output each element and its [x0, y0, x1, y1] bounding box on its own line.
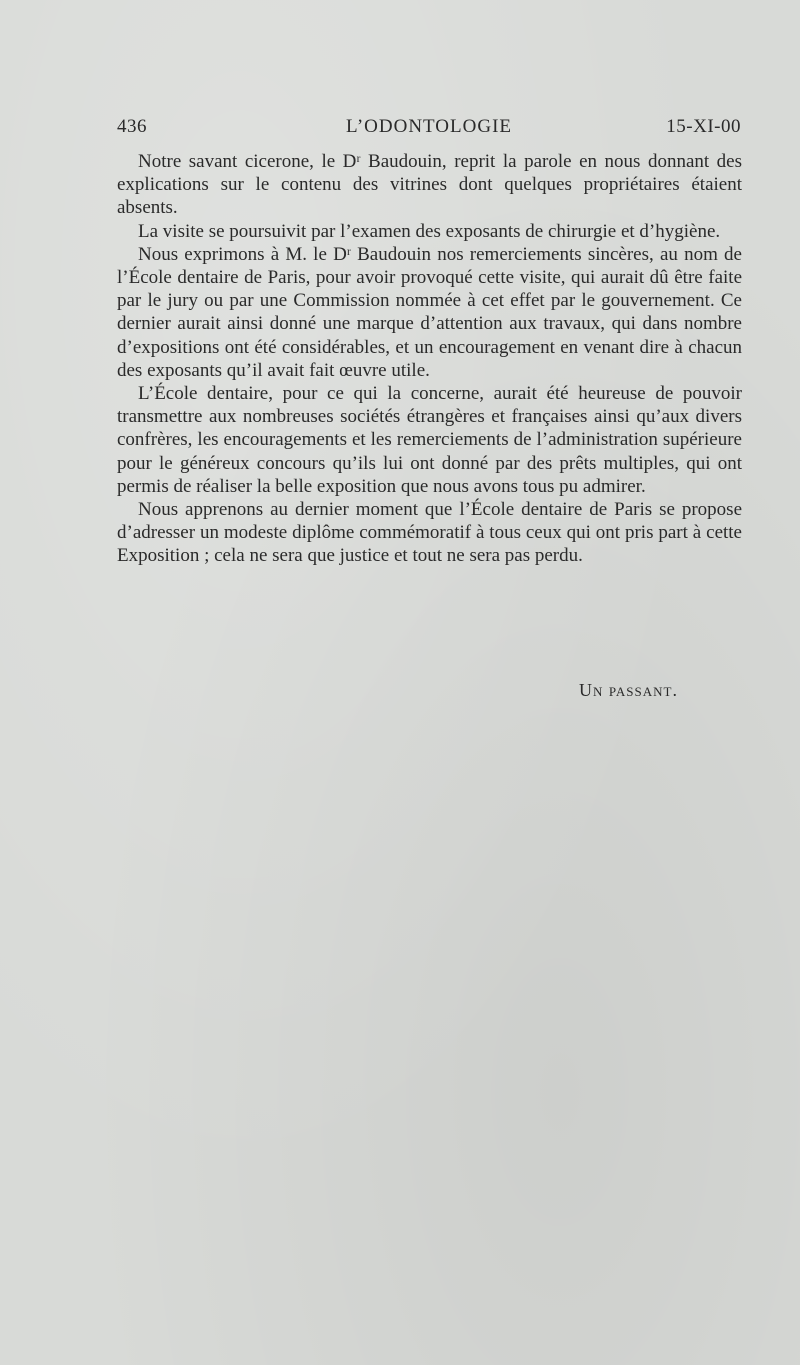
- paragraph: Nous apprenons au dernier moment que l’École dentaire de Paris se propose d’adresser un modeste diplôme commémoratif à tous ceux qui ont pris part à cette Exposition ; cela ne sera que justice et tout ne sera pas perdu.: [117, 499, 742, 567]
- article-body: [117, 150, 742, 568]
- paragraph: La visite se poursuivit par l’examen des exposants de chirurgie et d’hygiène.: [138, 220, 721, 242]
- journal-title: L’ODONTOLOGIE: [345, 116, 513, 137]
- running-header: [117, 116, 741, 144]
- page-number: 436: [117, 116, 147, 137]
- issue-date: 15-XI-00: [666, 116, 741, 137]
- paragraph: L’École dentaire, pour ce qui la concerne, aurait été heureuse de pouvoir transmettre aux nombreuses sociétés étrangères et françaises ainsi qu’aux divers confrères, les encouragements et les remerciements de l’administration supérieure pour le généreux concours qu’ils lui ont donné par des prêts multiples, qui ont permis de réaliser la belle exposition que nous avons tous pu admirer.: [117, 383, 742, 497]
- paragraph: Nous exprimons à M. le Dʳ Baudouin nos remerciements sincères, au nom de l’École dentaire de Paris, pour avoir provoqué cette visite, qui aurait dû être faite par le jury ou par une Commission nommée à cet effet par le gouvernement. Ce dernier aurait ainsi donné une marque d’attention aux travaux, qui dans nombre d’expositions ont été considérables, et un encouragement en venant dire à chacun des exposants qu’il avait fait œuvre utile.: [117, 243, 742, 381]
- author-signature: Un passant.: [579, 680, 678, 700]
- paragraph: Notre savant cicerone, le Dʳ Baudouin, reprit la parole en nous donnant des explications sur le contenu des vitrines dont quelques propriétaires étaient absents.: [117, 151, 742, 219]
